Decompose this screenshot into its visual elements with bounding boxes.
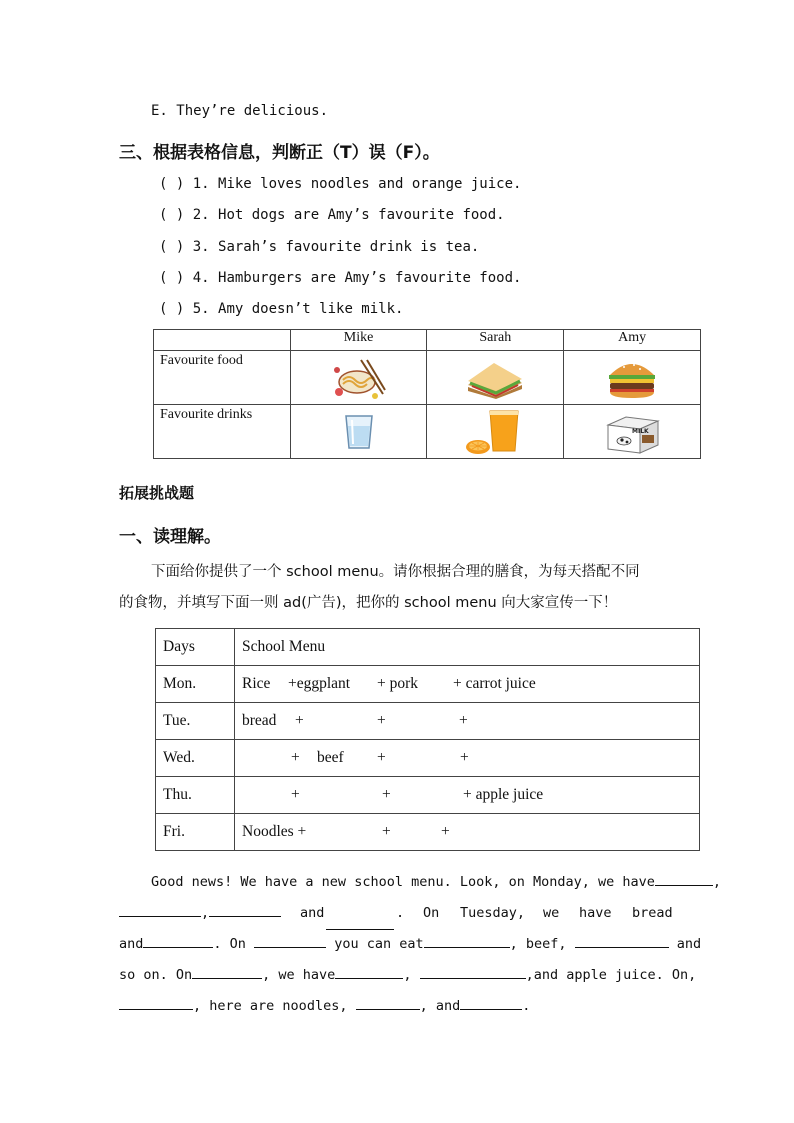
ad-text: , beef, bbox=[509, 936, 567, 952]
favourites-table bbox=[153, 329, 701, 459]
menu-item: + apple juice bbox=[463, 786, 544, 803]
answer-paren[interactable]: ( ) bbox=[159, 207, 185, 223]
ad-text: you can eat bbox=[334, 936, 424, 952]
ad-text: and bbox=[119, 936, 144, 952]
row-label-food: Favourite food bbox=[154, 351, 291, 405]
ad-text: so on. On bbox=[119, 967, 193, 983]
ad-text: . bbox=[396, 905, 405, 921]
menu-item: Noodles + bbox=[242, 823, 307, 840]
menu-item: + pork bbox=[377, 675, 419, 692]
ad-text: , we have bbox=[262, 967, 336, 983]
milk-label: MILK bbox=[632, 427, 649, 435]
tf-item-1 bbox=[159, 176, 521, 192]
header-amy: Amy bbox=[564, 330, 701, 351]
menu-item: Rice bbox=[242, 675, 271, 692]
answer-blank[interactable] bbox=[655, 884, 713, 886]
sandwich-picture bbox=[464, 357, 526, 399]
menu-item: + bbox=[291, 786, 300, 803]
menu-items[interactable] bbox=[235, 814, 700, 851]
answer-paren[interactable]: ( ) bbox=[159, 301, 185, 317]
ad-text: On bbox=[423, 905, 440, 921]
header-mike: Mike bbox=[290, 330, 427, 351]
extension-title: 拓展挑战题 bbox=[119, 484, 195, 502]
tf-item-5 bbox=[159, 301, 403, 317]
statement: 1. Mike loves noodles and orange juice. bbox=[192, 176, 522, 192]
ad-text: here are noodles, bbox=[209, 998, 348, 1014]
school-menu-table bbox=[155, 628, 700, 851]
statement: 3. Sarah’s favourite drink is tea. bbox=[192, 239, 480, 255]
ad-line-5 bbox=[119, 998, 530, 1014]
menu-item: + bbox=[377, 749, 386, 766]
noodles-picture bbox=[331, 356, 387, 400]
orange-juice-picture bbox=[464, 409, 526, 455]
tf-item-2 bbox=[159, 207, 505, 223]
menu-day: Mon. bbox=[156, 666, 235, 703]
cell-sarah-drink bbox=[427, 405, 564, 459]
section3-title: 三、根据表格信息，判断正（T）误（F）。 bbox=[119, 143, 440, 163]
ad-text: Tuesday, bbox=[460, 905, 526, 921]
menu-item: + bbox=[377, 712, 386, 729]
answer-blank[interactable] bbox=[335, 977, 403, 979]
water-glass-picture bbox=[342, 412, 376, 452]
answer-paren[interactable]: ( ) bbox=[159, 270, 185, 286]
statement: 4. Hamburgers are Amy’s favourite food. bbox=[192, 270, 522, 286]
menu-items[interactable] bbox=[235, 777, 700, 814]
menu-day: Tue. bbox=[156, 703, 235, 740]
ad-text: and bbox=[300, 905, 325, 921]
cell-mike-drink bbox=[290, 405, 427, 459]
answer-blank[interactable] bbox=[575, 946, 669, 948]
answer-blank[interactable] bbox=[119, 915, 201, 917]
menu-item: bread bbox=[242, 712, 277, 729]
answer-blank[interactable] bbox=[119, 1008, 193, 1010]
ad-text: , bbox=[201, 905, 210, 921]
answer-paren[interactable]: ( ) bbox=[159, 239, 185, 255]
answer-blank[interactable] bbox=[254, 946, 326, 948]
statement: 5. Amy doesn’t like milk. bbox=[192, 301, 404, 317]
menu-item: + bbox=[291, 749, 300, 766]
option-e: E. They’re delicious. bbox=[151, 103, 329, 119]
answer-paren[interactable]: ( ) bbox=[159, 176, 185, 192]
answer-blank[interactable] bbox=[424, 946, 510, 948]
milk-carton-picture bbox=[602, 409, 662, 455]
menu-item: beef bbox=[317, 749, 344, 766]
ad-text: , bbox=[193, 998, 202, 1014]
cell-sarah-food bbox=[427, 351, 564, 405]
menu-item: + carrot juice bbox=[453, 675, 536, 692]
answer-blank[interactable] bbox=[209, 915, 281, 917]
ad-text: and bbox=[676, 936, 702, 952]
ad-text: we bbox=[543, 905, 560, 921]
ad-line-4 bbox=[119, 967, 696, 983]
intro-line-2: 的食物，并填写下面一则 ad(广告)，把你的 school menu 向大家宣传一下！ bbox=[119, 595, 618, 611]
menu-header-menu: School Menu bbox=[235, 629, 700, 666]
tf-item-4 bbox=[159, 270, 521, 286]
menu-day: Fri. bbox=[156, 814, 235, 851]
ad-text: , bbox=[712, 874, 722, 890]
cell-amy-drink bbox=[564, 405, 701, 459]
ad-text: . On bbox=[213, 936, 246, 952]
answer-blank[interactable] bbox=[326, 928, 394, 930]
menu-items[interactable] bbox=[235, 666, 700, 703]
ad-text: , bbox=[403, 967, 412, 983]
ad-text: have bbox=[579, 905, 612, 921]
menu-item: + bbox=[382, 823, 391, 840]
answer-blank[interactable] bbox=[143, 946, 213, 948]
ad-text: and bbox=[435, 998, 461, 1014]
reading-title: 一、读理解。 bbox=[119, 527, 221, 547]
menu-item: +eggplant bbox=[288, 675, 351, 692]
answer-blank[interactable] bbox=[356, 1008, 420, 1010]
menu-header-days: Days bbox=[156, 629, 235, 666]
answer-blank[interactable] bbox=[192, 977, 262, 979]
menu-item: + bbox=[295, 712, 304, 729]
intro-line-1: 下面给你提供了一个 school menu。请你根据合理的膳食，为每天搭配不同 bbox=[151, 564, 640, 580]
menu-day: Wed. bbox=[156, 740, 235, 777]
menu-item: + bbox=[382, 786, 391, 803]
ad-line-1 bbox=[151, 874, 721, 890]
answer-blank[interactable] bbox=[420, 977, 526, 979]
cell-mike-food bbox=[290, 351, 427, 405]
cell-amy-food bbox=[564, 351, 701, 405]
ad-text: ,and apple juice. On, bbox=[525, 967, 697, 983]
row-label-drinks: Favourite drinks bbox=[154, 405, 291, 459]
header-empty bbox=[154, 330, 291, 351]
menu-day: Thu. bbox=[156, 777, 235, 814]
menu-items[interactable] bbox=[235, 740, 700, 777]
ad-text: Good news! We have a new school menu. Look, on Monday, we have bbox=[151, 874, 655, 890]
answer-blank[interactable] bbox=[460, 1008, 522, 1010]
ad-text: , bbox=[419, 998, 428, 1014]
statement: 2. Hot dogs are Amy’s favourite food. bbox=[192, 207, 505, 223]
ad-text: . bbox=[522, 998, 531, 1014]
ad-line-2 bbox=[119, 905, 675, 921]
ad-line-3 bbox=[119, 936, 701, 952]
ad-text: bread bbox=[632, 905, 673, 921]
hamburger-picture bbox=[606, 357, 658, 399]
menu-item: + bbox=[460, 749, 469, 766]
header-sarah: Sarah bbox=[427, 330, 564, 351]
menu-item: + bbox=[441, 823, 450, 840]
menu-items[interactable] bbox=[235, 703, 700, 740]
tf-item-3 bbox=[159, 239, 479, 255]
menu-item: + bbox=[459, 712, 468, 729]
